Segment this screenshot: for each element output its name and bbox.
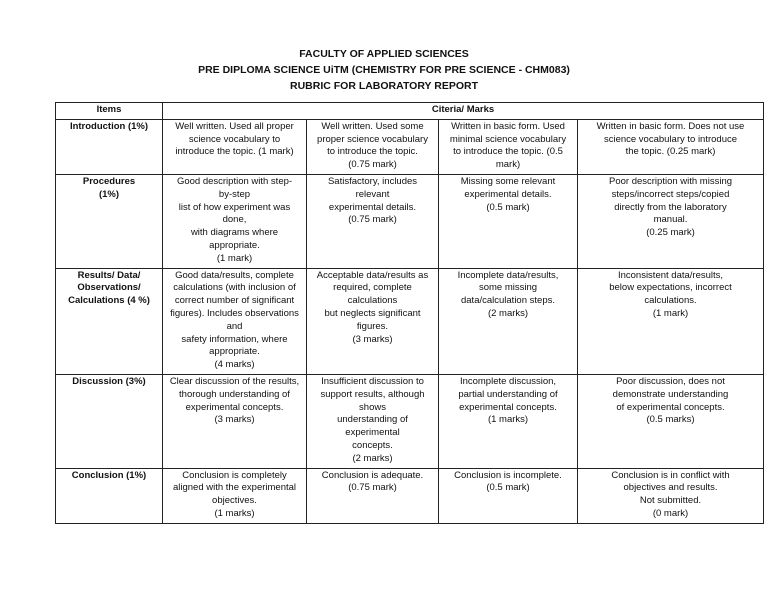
criteria-cell: Written in basic form. Used minimal science vocabulary to introduce the topic. (0.5 mark) [439, 119, 578, 174]
criteria-cell: Satisfactory, includes relevant experimental details. (0.75 mark) [307, 174, 439, 268]
criteria-cell: Inconsistent data/results, below expectations, incorrect calculations. (1 mark) [578, 268, 764, 374]
row-item-label: Conclusion (1%) [56, 468, 163, 523]
row-item-label: Introduction (1%) [56, 119, 163, 174]
column-header-criteria: Citeria/ Marks [163, 103, 764, 120]
table-row-discussion [56, 374, 764, 468]
faculty-title: FACULTY OF APPLIED SCIENCES [299, 48, 469, 60]
criteria-cell: Written in basic form. Does not use science vocabulary to introduce the topic. (0.25 mark) [578, 119, 764, 174]
row-item-label: Discussion (3%) [56, 374, 163, 468]
table-header-row [56, 103, 764, 120]
criteria-cell: Conclusion is completely aligned with the experimental objectives. (1 marks) [163, 468, 307, 523]
criteria-cell: Conclusion is incomplete. (0.5 mark) [439, 468, 578, 523]
rubric-title: RUBRIC FOR LABORATORY REPORT [289, 80, 479, 92]
table-row-procedures [56, 174, 764, 268]
row-item-label: Procedures (1%) [56, 174, 163, 268]
criteria-cell: Poor discussion, does not demonstrate understanding of experimental concepts. (0.5 marks) [578, 374, 764, 468]
criteria-cell: Missing some relevant experimental details. (0.5 mark) [439, 174, 578, 268]
criteria-cell: Conclusion is adequate. (0.75 mark) [307, 468, 439, 523]
criteria-cell: Insufficient discussion to support results, although shows understanding of experimental concepts. (2 marks) [307, 374, 439, 468]
criteria-cell: Well written. Used all proper science vocabulary to introduce the topic. (1 mark) [163, 119, 307, 174]
program-title: PRE DIPLOMA SCIENCE UiTM (CHEMISTRY FOR PRE SCIENCE - CHM083) [198, 64, 570, 76]
criteria-cell: Good description with step- by-step list of how experiment was done, with diagrams where appropriate. (1 mark) [163, 174, 307, 268]
criteria-cell: Well written. Used some proper science vocabulary to introduce the topic. (0.75 mark) [307, 119, 439, 174]
column-header-items: Items [56, 103, 163, 120]
table-row-introduction [56, 119, 764, 174]
criteria-cell: Conclusion is in conflict with objectives and results. Not submitted. (0 mark) [578, 468, 764, 523]
table-row-results [56, 268, 764, 374]
table-row-conclusion [56, 468, 764, 523]
rubric-table [55, 102, 764, 524]
criteria-cell: Incomplete discussion, partial understanding of experimental concepts. (1 marks) [439, 374, 578, 468]
criteria-cell: Good data/results, complete calculations (with inclusion of correct number of significant figures). Includes observations and safety information, where appropriate. (4 marks) [163, 268, 307, 374]
criteria-cell: Acceptable data/results as required, complete calculations but neglects significant figures. (3 marks) [307, 268, 439, 374]
criteria-cell: Incomplete data/results, some missing data/calculation steps. (2 marks) [439, 268, 578, 374]
criteria-cell: Poor description with missing steps/incorrect steps/copied directly from the laboratory manual. (0.25 mark) [578, 174, 764, 268]
row-item-label: Results/ Data/ Observations/ Calculations (4 %) [56, 268, 163, 374]
criteria-cell: Clear discussion of the results, thorough understanding of experimental concepts. (3 marks) [163, 374, 307, 468]
